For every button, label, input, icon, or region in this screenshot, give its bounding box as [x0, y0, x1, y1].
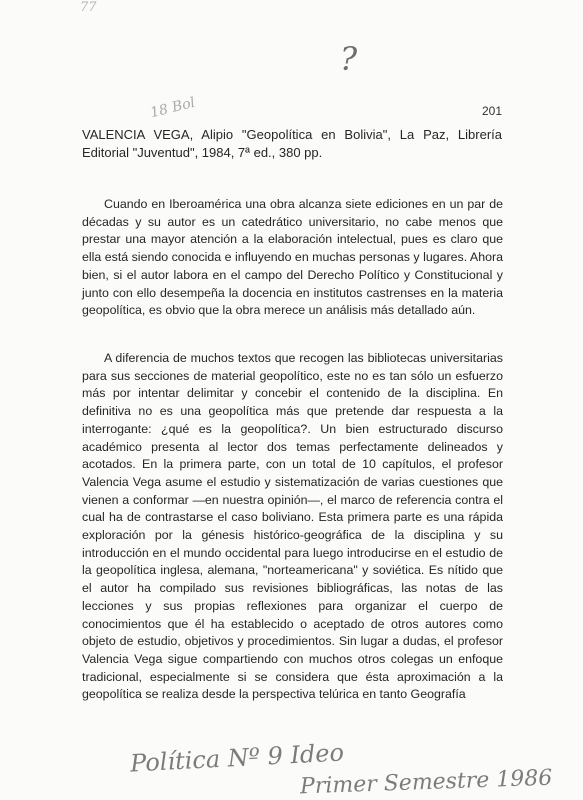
page-number: 201: [482, 104, 503, 118]
handwritten-top-mark: 77: [80, 0, 97, 15]
book-citation: VALENCIA VEGA, Alipio "Geopolítica en Bolivia", La Paz, Librería Editorial "Juventud", 1984, 7ª ed., 380 pp.: [82, 127, 502, 160]
handwritten-date-note: Primer Semestre 1986: [299, 765, 553, 800]
body-paragraph: Cuando en Iberoamérica una obra alcanza siete ediciones en un par de décadas y su autor es un catedrático universitario, no cabe menos que prestar una mayor atención a la elaboración intelectual, pues es claro que ella está siendo conocida e influyendo en muchas personas y lugares. Ahora bien, si el autor labora en el campo del Derecho Político y Constitucional y junto con ello desempeña la docencia en institutos castrenses en la materia geopolítica, es obvio que la obra merece un análisis más detallado aún.: [82, 197, 503, 318]
handwritten-question-mark: ?: [340, 40, 358, 78]
body-paragraph: A diferencia de muchos textos que recogen las bibliotecas universitarias para sus secciones de material geopolítico, este no es tan sólo un esfuerzo más por intentar delimitar y concebir el contenido de la disciplina. En definitiva no es una geopolítica más que pretende dar respuesta a la interrogante: ¿qué es la geopolítica?. Un bien estructurado discurso académico presenta al lector dos temas perfectamente delineados y acotados. En la primera parte, con un total de 10 capítulos, el profesor Valencia Vega asume el estudio y sistematización de varias cuestiones que vienen a conformar —en nuestra opinión—, el marco de referencia contra el cual ha de contrastarse el caso boliviano. Esta primera parte es una rápida exploración por la génesis histórico-geográfica de la disciplina y su introducción en el mundo occidental para luego introducirse en el estudio de la geopolítica inglesa, alemana, "norteamericana" y soviética. Es nítido que el autor ha compilado sus revisiones bibliográficas, las notas de las lecciones y sus propias reflexiones para organizar el cuerpo de conocimientos que él ha establecido o aceptado de otros autores como objeto de estudio, objetivos y procedimientos. Sin lugar a dudas, el profesor Valencia Vega sigue compartiendo con muchos otros colegas un enfoque tradicional, especialmente si se considera que ésta aproximación a la geopolítica se realiza desde la perspectiva telúrica en tanto Geografía: [82, 351, 503, 702]
handwritten-side-note: 18 Bol: [148, 94, 197, 122]
handwritten-source-note: Política Nº 9 Ideo: [129, 738, 345, 778]
